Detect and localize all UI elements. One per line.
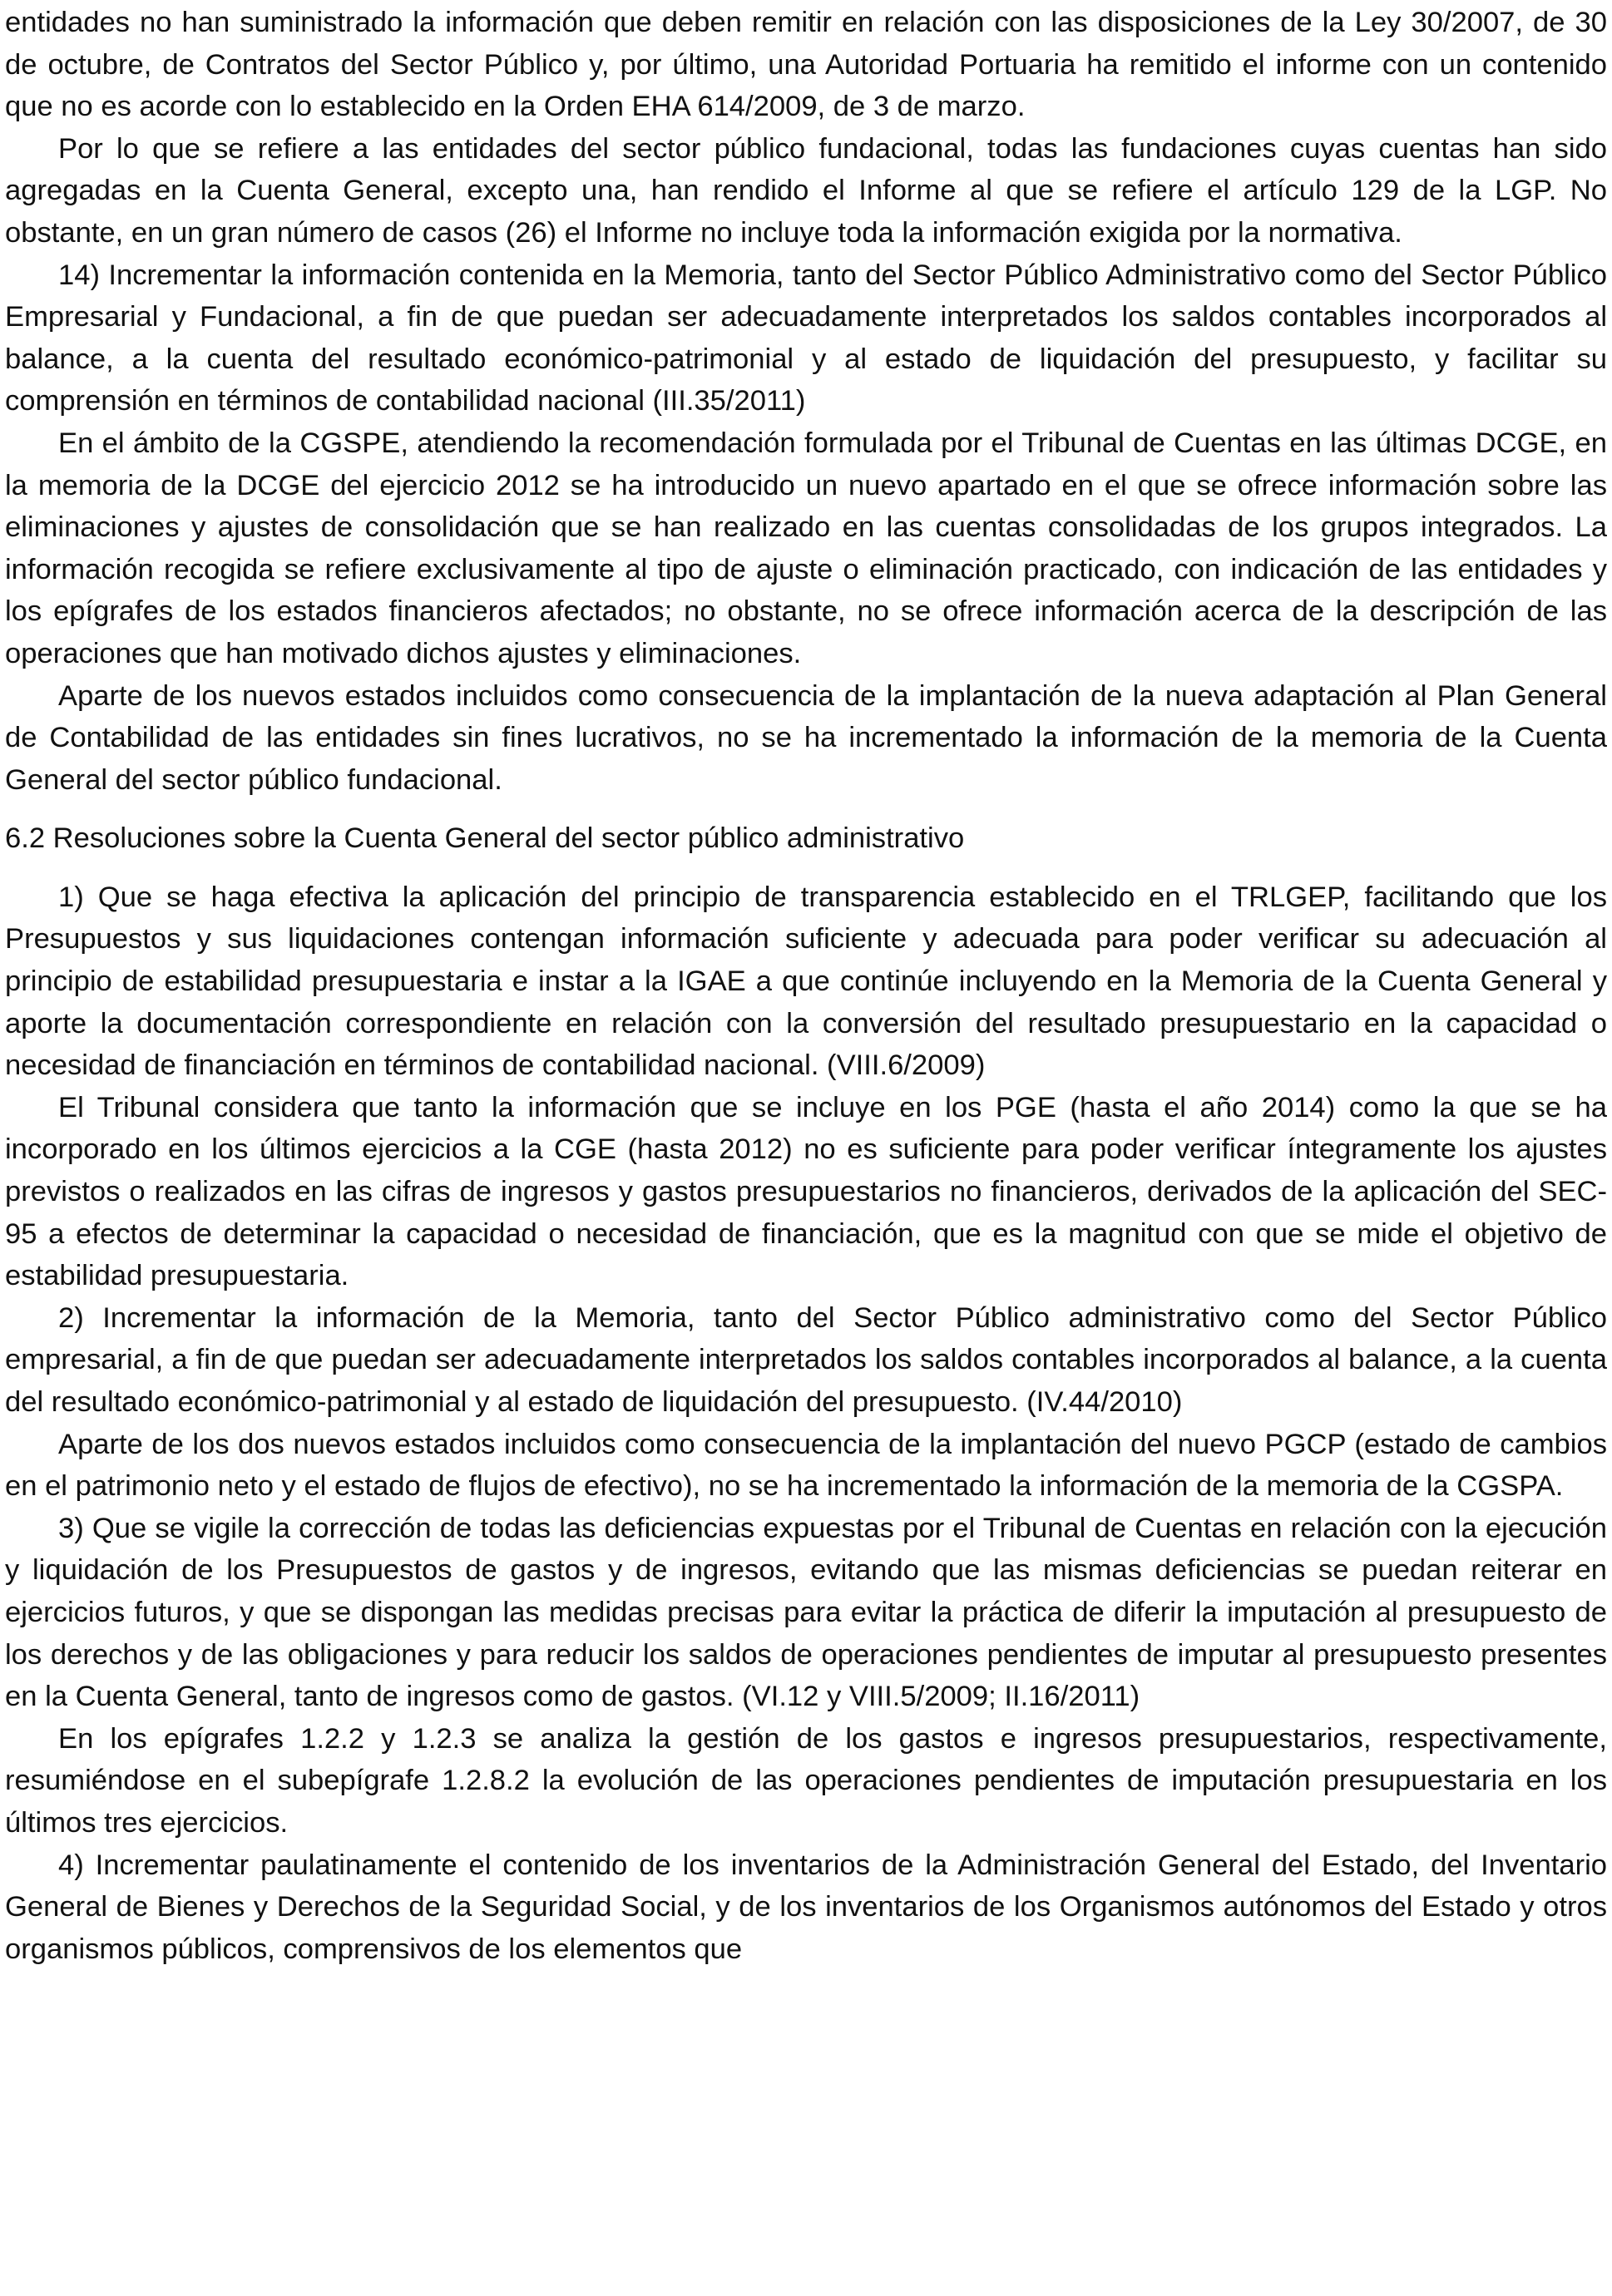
paragraph-epigrafes: En los epígrafes 1.2.2 y 1.2.3 se analiza la gestión de los gastos e ingresos presupuestarios, respectivamente, resumiéndose en el subepígrafe 1.2.8.2 la evolución de las operaciones pendientes de imputación presupuestaria en los últimos tres ejercicios. bbox=[5, 1722, 1607, 1839]
recommendation-14: 14) Incrementar la información contenida en la Memoria, tanto del Sector Público Administrativo como del Sector Público Empresarial y Fundacional, a fin de que puedan ser adecuadamente interpretados los saldos contables incorporados al balance, a la cuenta del resultado económico-patrimonial y al estado de liquidación del presupuesto, y facilitar su comprensión en términos de contabilidad nacional (III.35/2011) bbox=[5, 259, 1607, 417]
resolution-4: 4) Incrementar paulatinamente el contenido de los inventarios de la Administración General del Estado, del Inventario General de Bienes y Derechos de la Seguridad Social, y de los inventarios de los Organismos autónomos del Estado y otros organismos públicos, comprensivos de los elementos que bbox=[5, 1849, 1607, 1965]
section-heading-6-2: 6.2 Resoluciones sobre la Cuenta General del sector público administrativo bbox=[5, 822, 965, 855]
resolution-2: 2) Incrementar la información de la Memoria, tanto del Sector Público administrativo como del Sector Público empresarial, a fin de que puedan ser adecuadamente interpretados los saldos contables incorporados al balance, a la cuenta del resultado económico-patrimonial y al estado de liquidación del presupuesto. (IV.44/2010) bbox=[5, 1301, 1607, 1418]
paragraph-aparte-fundacional: Aparte de los nuevos estados incluidos como consecuencia de la implantación de la nueva adaptación al Plan General de Contabilidad de las entidades sin fines lucrativos, no se ha incrementado la información de la memoria de la Cuenta General del sector público fundacional. bbox=[5, 679, 1607, 796]
paragraph-cgspe: En el ámbito de la CGSPE, atendiendo la recomendación formulada por el Tribunal de Cuentas en las últimas DCGE, en la memoria de la DCGE del ejercicio 2012 se ha introducido un nuevo apartado en el que se ofrece información sobre las eliminaciones y ajustes de consolidación que se han realizado en las cuentas consolidadas de los grupos integrados. La información recogida se refiere exclusivamente al tipo de ajuste o eliminación practicado, con indicación de las entidades y los epígrafes de los estados financieros afectados; no obstante, no se ofrece información acerca de la descripción de las operaciones que han motivado dichos ajustes y eliminaciones. bbox=[5, 427, 1607, 669]
paragraph-fundaciones: Por lo que se refiere a las entidades del sector público fundacional, todas las fundaciones cuyas cuentas han sido agregadas en la Cuenta General, excepto una, han rendido el Informe al que se refiere el artículo 129 de la LGP. No obstante, en un gran número de casos (26) el Informe no incluye toda la información exigida por la normativa. bbox=[5, 132, 1607, 249]
paragraph-aparte-cgspa: Aparte de los dos nuevos estados incluidos como consecuencia de la implantación del nuevo PGCP (estado de cambios en el patrimonio neto y el estado de flujos de efectivo), no se ha incrementado la información de la memoria de la CGSPA. bbox=[5, 1428, 1607, 1503]
resolution-1: 1) Que se haga efectiva la aplicación del principio de transparencia establecido en el TRLGEP, facilitando que los Presupuestos y sus liquidaciones contengan información suficiente y adecuada para poder verificar su adecuación al principio de estabilidad presupuestaria e instar a la IGAE a que continúe incluyendo en la Memoria de la Cuenta General y aporte la documentación correspondiente en relación con la conversión del resultado presupuestario en la capacidad o necesidad de financiación en términos de contabilidad nacional. (VIII.6/2009) bbox=[5, 881, 1607, 1082]
paragraph-continuation: entidades no han suministrado la información que deben remitir en relación con las disposiciones de la Ley 30/2007, de 30 de octubre, de Contratos del Sector Público y, por último, una Autoridad Portuaria ha remitido el informe con un contenido que no es acorde con lo establecido en la Orden EHA 614/2009, de 3 de marzo. bbox=[5, 7, 1607, 123]
resolution-3: 3) Que se vigile la corrección de todas las deficiencias expuestas por el Tribunal de Cuentas en relación con la ejecución y liquidación de los Presupuestos de gastos y de ingresos, evitando que las mismas deficiencias se puedan reiterar en ejercicios futuros, y que se dispongan las medidas precisas para evitar la práctica de diferir la imputación al presupuesto de los derechos y de las obligaciones y para reducir los saldos de operaciones pendientes de imputar al presupuesto presentes en la Cuenta General, tanto de ingresos como de gastos. (VI.12 y VIII.5/2009; II.16/2011) bbox=[5, 1512, 1607, 1713]
paragraph-tribunal: El Tribunal considera que tanto la información que se incluye en los PGE (hasta el año 2014) como la que se ha incorporado en los últimos ejercicios a la CGE (hasta 2012) no es suficiente para poder verificar íntegramente los ajustes previstos o realizados en las cifras de ingresos y gastos presupuestarios no financieros, derivados de la aplicación del SEC-95 a efectos de determinar la capacidad o necesidad de financiación, que es la magnitud con que se mide el objetivo de estabilidad presupuestaria. bbox=[5, 1091, 1607, 1292]
